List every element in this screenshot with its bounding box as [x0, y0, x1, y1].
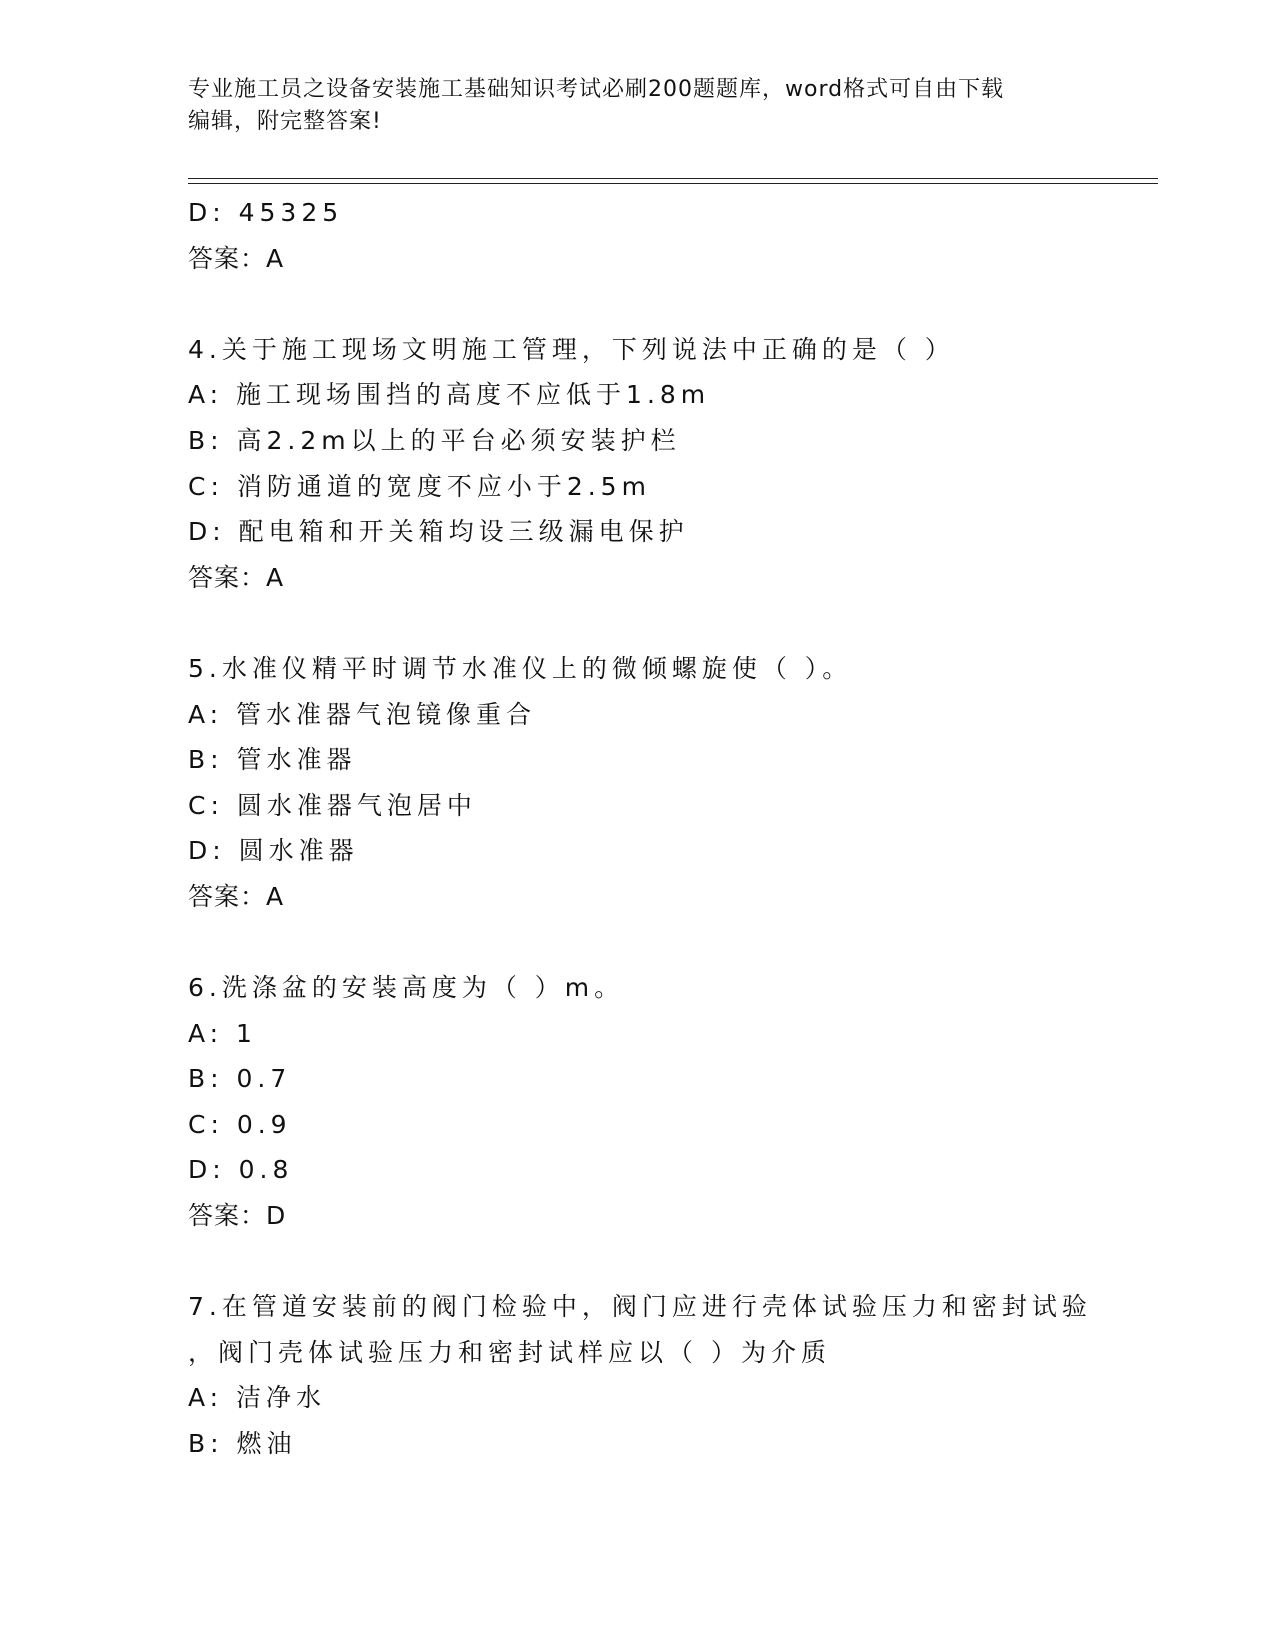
question-stem-line-2: ，阀门壳体试验压力和密封试样应以（ ）为介质: [188, 1337, 831, 1367]
spacer: [188, 1239, 1158, 1285]
option-a: A: 管水准器气泡镜像重合: [188, 699, 537, 729]
spacer: [188, 600, 1158, 646]
question-stem: 5.水准仪精平时调节水准仪上的微倾螺旋使（ ）。: [188, 653, 853, 683]
answer-line: 答案：A: [188, 881, 285, 911]
spacer: [188, 281, 1158, 327]
option-d: D: 配电箱和开关箱均设三级漏电保护: [188, 517, 689, 547]
question-4: [188, 327, 1158, 601]
question-stem: 4.关于施工现场文明施工管理，下列说法中正确的是（ ）: [188, 334, 955, 364]
option-b: B: 燃油: [188, 1429, 297, 1459]
question-stem-line-1: 7.在管道安装前的阀门检验中，阀门应进行壳体试验压力和密封试验: [188, 1292, 1092, 1322]
option-a: A: 施工现场围挡的高度不应低于1.8m: [188, 380, 711, 410]
option-d: D: 0.8: [188, 1155, 294, 1185]
question-7: [188, 1284, 1158, 1466]
question-list: [188, 190, 1158, 1467]
option-b: B: 0.7: [188, 1064, 292, 1094]
header-title-line-1: 专业施工员之设备安装施工基础知识考试必刷200题题库，word格式可自由下载: [188, 77, 1005, 102]
option-b: B: 管水准器: [188, 745, 357, 775]
option-a: A: 1: [188, 1018, 257, 1048]
option-c: C: 圆水准器气泡居中: [188, 790, 477, 820]
option-c: C: 0.9: [188, 1109, 292, 1139]
question-5: [188, 646, 1158, 920]
page-header: [188, 74, 1088, 138]
option-b: B: 高2.2m以上的平台必须安装护栏: [188, 425, 681, 455]
question-stem: 6.洗涤盆的安装高度为（ ）m。: [188, 973, 625, 1003]
option-a: A: 洁净水: [188, 1383, 327, 1413]
question-3-tail: [188, 190, 1158, 281]
answer-line: 答案：D: [188, 1201, 287, 1231]
question-6: [188, 965, 1158, 1239]
answer-line: 答案：A: [188, 243, 285, 273]
header-title-line-2: 编辑，附完整答案!: [188, 109, 382, 134]
answer-line: 答案：A: [188, 562, 285, 592]
option-d: D: 45325: [188, 198, 344, 227]
option-c: C: 消防通道的宽度不应小于2.5m: [188, 471, 651, 501]
header-divider: [188, 178, 1158, 184]
option-d: D: 圆水准器: [188, 836, 359, 866]
spacer: [188, 920, 1158, 966]
